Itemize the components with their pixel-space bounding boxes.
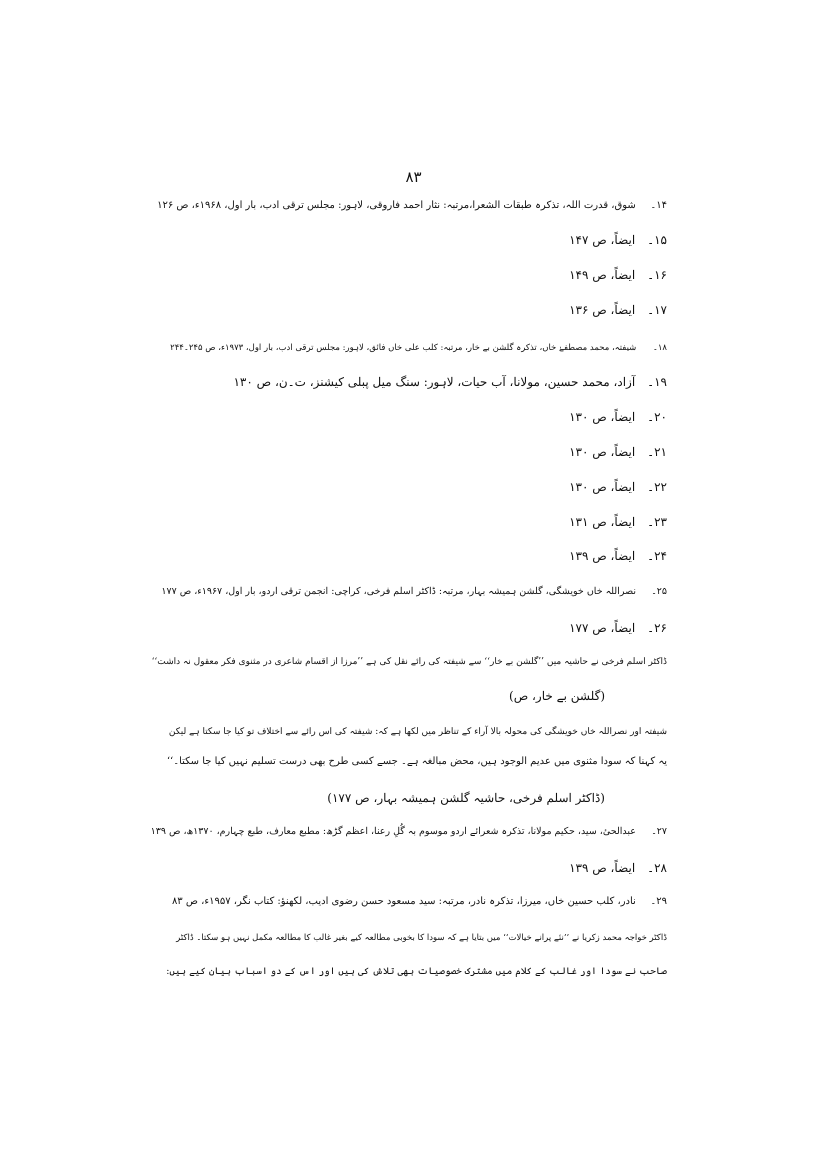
page-number: ۸۳ (405, 168, 422, 186)
footnote-number: ۲۰۔ (647, 410, 667, 424)
footnote-27 (151, 822, 667, 842)
footnote-number: ۲۳۔ (647, 515, 667, 529)
footnote-text: ایضاً، ص ۱۳۰ (569, 445, 636, 459)
footnote-text: شوق، قدرت اللہ، تذکرہ طبقات الشعرا،مرتبہ: نثار احمد فاروقی، لاہور: مجلس ترقی ادب، بار اول، ۱۹۶۸ء، ص ۱۲۶ (157, 200, 636, 211)
footnote-number: ۱۵۔ (647, 233, 667, 247)
footnote-text: آزاد، محمد حسین، مولانا، آب حیات، لاہور: سنگ میل پبلی کیشنز، ت۔ن، ص ۱۳۰ (233, 375, 636, 389)
footnote-text: ایضاً، ص ۱۳۹ (569, 549, 636, 563)
footnote-22 (569, 477, 667, 497)
citation: (گلشن بے خار، ص) (509, 689, 605, 703)
footnote-text: نصراللہ خاں خویشگی، گلشن ہمیشہ بہار، مرتبہ: ڈاکٹر اسلم فرخی، کراچی: انجمن ترقی اردو، بار اول، ۱۹۶۷ء، ص ۱۷۷ (161, 586, 636, 597)
footnote-number: ۱۸۔ (652, 343, 667, 353)
footnote-number: ۲۸۔ (647, 861, 667, 875)
footnote-number: ۲۷۔ (651, 826, 667, 837)
commentary-line: شیفتہ اور نصراللہ خاں خویشگی کی محولہ بالا آراء کے تناظر میں لکھا ہے کہ: شیفتہ کی اس رائے سے اختلاف تو کیا جا سکتا ہے لیکن (168, 727, 667, 737)
footnote-text: ایضاً، ص ۱۳۱ (569, 515, 636, 529)
footnote-text: نادر، کلب حسین خاں، میرزا، تذکرہ نادر، مرتبہ: سید مسعود حسن رضوی ادیب، لکھنؤ: کتاب نگر، ۱۹۵۷ء، ص ۸۳ (171, 896, 636, 907)
footnote-text: ایضاً، ص ۱۴۷ (569, 233, 636, 247)
footnote-23 (569, 512, 667, 532)
commentary-line: یہ کہنا کہ سودا مثنوی میں عدیم الوجود ہیں، محض مبالغہ ہے۔ جسے کسی طرح بھی درست تسلیم نہیں کیا جا سکتا۔‘‘ (166, 756, 667, 767)
footnote-18 (170, 338, 667, 358)
footnote-number: ۲۵۔ (651, 586, 667, 597)
footnote-17 (569, 300, 667, 320)
footnote-20 (569, 407, 667, 427)
footnote-text: ایضاً، ص ۱۳۰ (569, 480, 636, 494)
footnote-number: ۱۹۔ (647, 375, 667, 389)
footnote-text: ایضاً، ص ۱۷۷ (569, 621, 636, 635)
footnote-text: ایضاً، ص ۱۳۰ (569, 410, 636, 424)
footnote-number: ۲۶۔ (647, 621, 667, 635)
footnote-number: ۱۷۔ (647, 303, 667, 317)
footnote-number: ۱۶۔ (647, 268, 667, 282)
footnote-19 (233, 372, 667, 392)
footnote-28 (569, 858, 667, 878)
commentary-line: ڈاکٹر اسلم فرخی نے حاشیہ میں ’’گلشن بے خار‘‘ سے شیفتہ کی رائے نقل کی ہے ’’مرزا از اقسام شاعری در مثنوی فکر معقول نہ داشت‘‘ (151, 657, 667, 667)
footnote-21 (569, 442, 667, 462)
footnote-number: ۲۲۔ (647, 480, 667, 494)
footnote-26 (569, 618, 667, 638)
footnote-number: ۲۱۔ (647, 445, 667, 459)
footnote-number: ۱۴۔ (650, 200, 667, 211)
footnote-24 (569, 546, 667, 566)
footnote-number: ۲۴۔ (647, 549, 667, 563)
footnote-16 (569, 265, 667, 285)
closing-paragraph-line: ڈاکٹر خواجہ محمد زکریا نے ’’نئے پرانے خیالات‘‘ میں بتایا ہے کہ سودا کا بخوبی مطالعہ کیے بغیر غالب کا مطالعہ مکمل نہیں ہو سکتا۔ ڈاکٹر (176, 933, 667, 943)
footnote-15 (569, 230, 667, 250)
footnote-text: ایضاً، ص ۱۴۹ (569, 268, 636, 282)
footnote-text: ایضاً، ص ۱۳۶ (569, 303, 636, 317)
footnote-14 (157, 196, 667, 216)
footnote-25 (161, 582, 667, 602)
closing-paragraph-line: صاحب نے سودا اور غالب کے کلام میں مشترک خصوصیات بھی تلاش کی ہیں اور اس کے دو اسباب بیان کیے ہیں: (166, 966, 667, 977)
footnote-text: شیفتہ، محمد مصطفےٰ خاں، تذکرہ گلشن بے خار، مرتبہ: کلب علی خاں فائق، لاہور: مجلس ترقی ادب، بار اول، ۱۹۷۳ء، ص ۲۴۵۔۲۴۴ (170, 343, 637, 353)
citation: (ڈاکٹر اسلم فرخی، حاشیہ گلشن ہمیشہ بہار، ص ۱۷۷) (327, 791, 605, 805)
footnote-number: ۲۹۔ (650, 896, 667, 907)
footnote-29 (172, 892, 667, 912)
footnote-text: عبدالحیٔ، سید، حکیم مولانا، تذکرہ شعرائے اردو موسوم بہ گُلِ رعنا، اعظم گڑھ: مطبع معارف، طبع چہارم، ۱۳۷۰ھ، ص ۱۳۹ (150, 826, 636, 837)
footnote-text: ایضاً، ص ۱۳۹ (569, 861, 636, 875)
